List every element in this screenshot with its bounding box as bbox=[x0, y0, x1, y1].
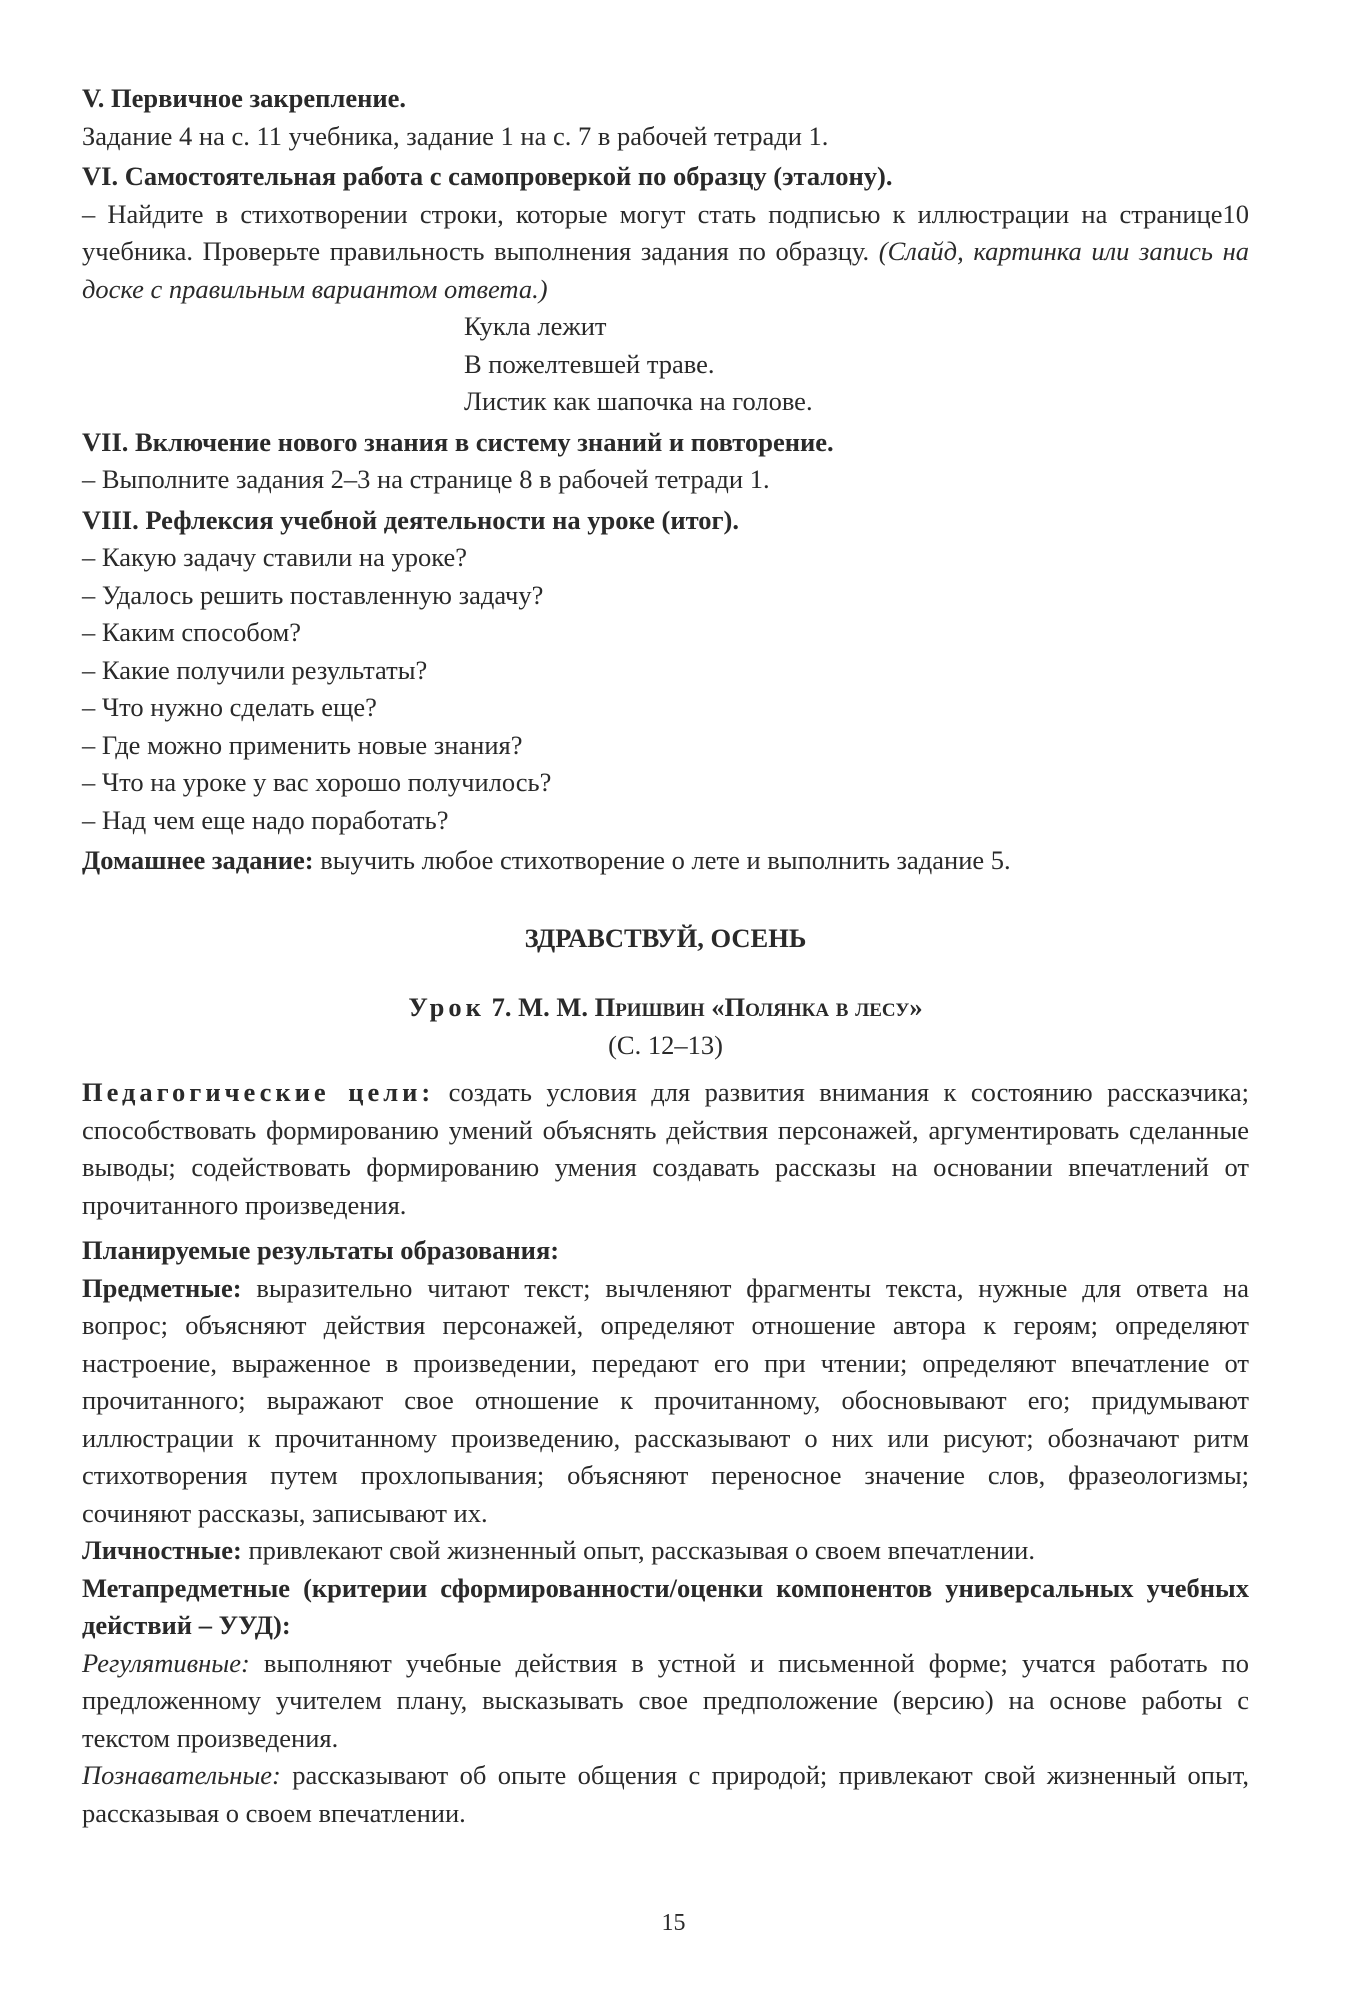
results-heading: Планируемые результаты образования: bbox=[82, 1235, 560, 1265]
personal-label: Личностные: bbox=[82, 1535, 242, 1565]
poem-line: Листик как шапочка на голове. bbox=[464, 386, 813, 416]
reflection-question: – Над чем еще надо поработать? bbox=[82, 804, 449, 835]
goals-label: Педагогические цели: bbox=[82, 1077, 435, 1107]
meta-heading: Метапредметные (критерии сформированности/оценки компонентов универсальных учебных действий – УУД): bbox=[82, 1572, 1249, 1640]
reflection-question: – Каким способом? bbox=[82, 617, 302, 647]
reflection-question: – Что нужно сделать еще? bbox=[82, 692, 377, 722]
homework-label: Домашнее задание: bbox=[82, 845, 314, 875]
chapter-title: ЗДРАВСТВУЙ, ОСЕНЬ bbox=[524, 922, 807, 953]
section-5-text: Задание 4 на с. 11 учебника, задание 1 на с. 7 в рабочей тетради 1. bbox=[82, 120, 829, 151]
reflection-question: – Что на уроке у вас хорошо получилось? bbox=[82, 767, 552, 797]
lesson-title bbox=[82, 989, 1249, 1027]
poem-line: В пожелтевшей траве. bbox=[464, 348, 715, 379]
goals-text: создать условия для развития внимания к состоянию рассказчика; способствовать формированию умений объяснять действия персонажей, аргументировать сделанные выводы; содействовать формированию умения создавать рассказы на основании впечатлений от прочитанного произведения. bbox=[82, 1077, 1249, 1220]
section-6-heading: VI. Самостоятельная работа с самопроверкой по образцу (эталону). bbox=[82, 161, 893, 191]
subject-results bbox=[82, 1270, 1249, 1533]
section-8-heading: VIII. Рефлексия учебной деятельности на уроке (итог). bbox=[82, 504, 740, 535]
lesson-name: 7. М. М. Пришвин «Полянка в лесу» bbox=[484, 992, 923, 1022]
pedagogical-goals bbox=[82, 1074, 1249, 1224]
reflection-question: – Где можно применить новые знания? bbox=[82, 729, 523, 760]
homework-text: выучить любое стихотворение о лете и выполнить задание 5. bbox=[313, 845, 1011, 875]
regulative-label: Регулятивные: bbox=[82, 1647, 250, 1678]
homework bbox=[82, 842, 1249, 880]
section-5-heading: V. Первичное закрепление. bbox=[82, 83, 407, 113]
poem-line: Кукла лежит bbox=[464, 311, 607, 341]
section-6-text bbox=[82, 196, 1249, 309]
cognitive-text: рассказывают об опыте общения с природой; привлекают свой жизненный опыт, рассказывая о своем впечатлении. bbox=[82, 1760, 1249, 1828]
reflection-question: – Удалось решить поставленную задачу? bbox=[82, 579, 544, 610]
section-7-text: – Выполните задания 2–3 на странице 8 в рабочей тетради 1. bbox=[82, 464, 770, 494]
reflection-question: – Какую задачу ставили на уроке? bbox=[82, 542, 467, 572]
subject-text: выразительно читают текст; вычленяют фрагменты текста, нужные для ответа на вопрос; объясняют действия персонажей, определяют отношение автора к героям; определяют настроение, выраженное в произведении, передают его при чтении; определяют впечатление от прочитанного; выражают свое отношение к прочитанному, обосновывают его; придумывают иллюстрации к прочитанному произведению, рассказывают о них или рисуют; обозначают ритм стихотворения путем прохлопывания; объясняют переносное значение слов, фразеологизмы; сочиняют рассказы, записывают их. bbox=[82, 1272, 1249, 1528]
personal-results bbox=[82, 1532, 1249, 1570]
section-7-heading: VII. Включение нового знания в систему знаний и повторение. bbox=[82, 426, 834, 457]
cognitive-label: Познавательные: bbox=[82, 1760, 281, 1790]
regulative-results bbox=[82, 1645, 1249, 1758]
cognitive-results bbox=[82, 1757, 1249, 1832]
page-number: 15 bbox=[661, 1910, 686, 1936]
reflection-question: – Какие получили результаты? bbox=[82, 654, 428, 685]
personal-text: привлекают свой жизненный опыт, рассказывая о своем впечатлении. bbox=[241, 1535, 1035, 1565]
lesson-pages: (С. 12–13) bbox=[608, 1029, 723, 1060]
section-6-note: (Слайд, картинка или запись на доске с правильным вариантом ответа.) bbox=[82, 236, 1249, 304]
section-6-task: – Найдите в стихотворении строки, которые могут стать подписью к иллюстрации на странице10 учебника. Проверьте правильность выполнения задания по образцу. bbox=[82, 198, 1249, 266]
poem bbox=[82, 308, 1249, 421]
lesson-word: Урок bbox=[408, 992, 485, 1022]
subject-label: Предметные: bbox=[82, 1272, 242, 1303]
regulative-text: выполняют учебные действия в устной и письменной форме; учатся работать по предложенному учителем плану, высказывать свое предположение (версию) на основе работы с текстом произведения. bbox=[82, 1647, 1249, 1753]
